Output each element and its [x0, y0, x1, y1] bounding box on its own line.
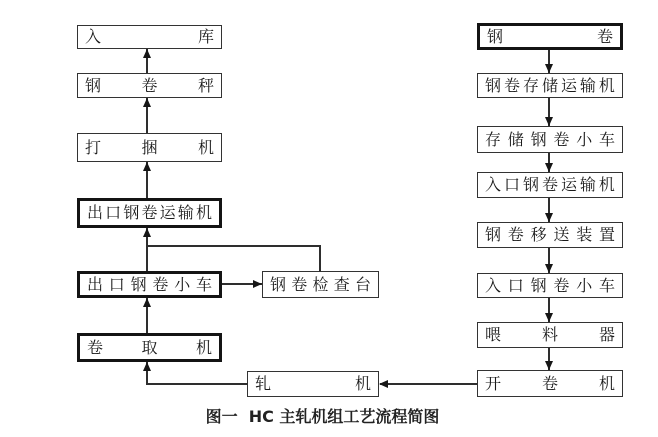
- arrowhead-into-entry-coil-conveyor: [545, 163, 553, 172]
- connector-inspection-table-return-vertical: [319, 245, 321, 272]
- node-exit-coil-car: [77, 271, 222, 298]
- node-exit-coil-conveyor-label: 出 口 钢 卷 运 输 机: [87, 203, 212, 222]
- node-coil-scale-label: 钢 卷 秤: [85, 75, 214, 95]
- node-coiler-label: 卷 取 机: [87, 337, 212, 357]
- node-exit-coil-car-label: 出 口 钢 卷 小 车: [87, 274, 212, 294]
- node-warehouse-label: 入 库: [85, 27, 214, 46]
- node-coil-storage-conveyor: [477, 73, 623, 98]
- node-warehouse: [77, 25, 222, 49]
- node-coil-transfer-device: [477, 222, 623, 248]
- node-entry-coil-conveyor: [477, 172, 623, 198]
- node-bundling-machine: [77, 133, 222, 162]
- node-steel-coil-label: 钢 卷: [487, 26, 613, 46]
- arrowhead-into-entry-coil-car: [545, 264, 553, 273]
- node-coil-scale: [77, 73, 222, 98]
- arrowhead-into-warehouse: [143, 49, 151, 58]
- node-feeder: [477, 322, 623, 348]
- node-entry-coil-conveyor-label: 入 口 钢 卷 运 输 机: [485, 175, 615, 194]
- node-rolling-mill: [247, 371, 379, 397]
- arrowhead-into-coil-transfer-device: [545, 213, 553, 222]
- node-coil-inspection-table-label: 钢 卷 检 查 台: [270, 274, 371, 294]
- node-feeder-label: 喂 料 器: [485, 325, 615, 344]
- node-entry-coil-car-label: 入 口 钢 卷 小 车: [485, 275, 615, 295]
- node-coil-storage-conveyor-label: 钢 卷 存 储 运 输 机: [485, 75, 615, 95]
- node-coil-transfer-device-label: 钢 卷 移 送 装 置: [485, 225, 615, 244]
- node-coiler: [77, 333, 222, 362]
- arrowhead-into-inspection-table: [253, 280, 262, 288]
- arrowhead-into-uncoiler: [545, 361, 553, 370]
- arrowhead-into-storage-coil-car: [545, 117, 553, 126]
- node-coil-inspection-table: [262, 271, 379, 298]
- node-bundling-machine-label: 打 捆 机: [85, 137, 214, 157]
- node-storage-coil-car: [477, 126, 623, 153]
- node-exit-coil-conveyor: [77, 198, 222, 228]
- connector-rolling-mill-to-coiler-horizontal: [147, 383, 248, 385]
- arrowhead-into-rolling-mill: [379, 380, 388, 388]
- node-rolling-mill-label: 轧 机: [255, 374, 371, 393]
- arrowhead-into-bundling-machine: [143, 162, 151, 171]
- node-steel-coil: [477, 23, 623, 50]
- arrowhead-into-coil-scale: [143, 98, 151, 107]
- figure-caption: 图一 HC 主轧机组工艺流程简图: [205, 407, 440, 426]
- connector-uncoiler-to-rolling-mill: [380, 383, 477, 385]
- arrowhead-into-coil-storage-conveyor: [545, 64, 553, 73]
- node-storage-coil-car-label: 存 储 钢 卷 小 车: [485, 129, 615, 149]
- arrowhead-into-exit-coil-car: [143, 298, 151, 307]
- connector-inspection-table-return-horizontal: [147, 245, 321, 247]
- arrowhead-into-feeder: [545, 313, 553, 322]
- node-uncoiler-label: 开 卷 机: [485, 373, 615, 393]
- arrowhead-into-coiler: [143, 362, 151, 371]
- arrowhead-into-exit-coil-conveyor: [143, 228, 151, 237]
- node-uncoiler: [477, 370, 623, 397]
- node-entry-coil-car: [477, 273, 623, 298]
